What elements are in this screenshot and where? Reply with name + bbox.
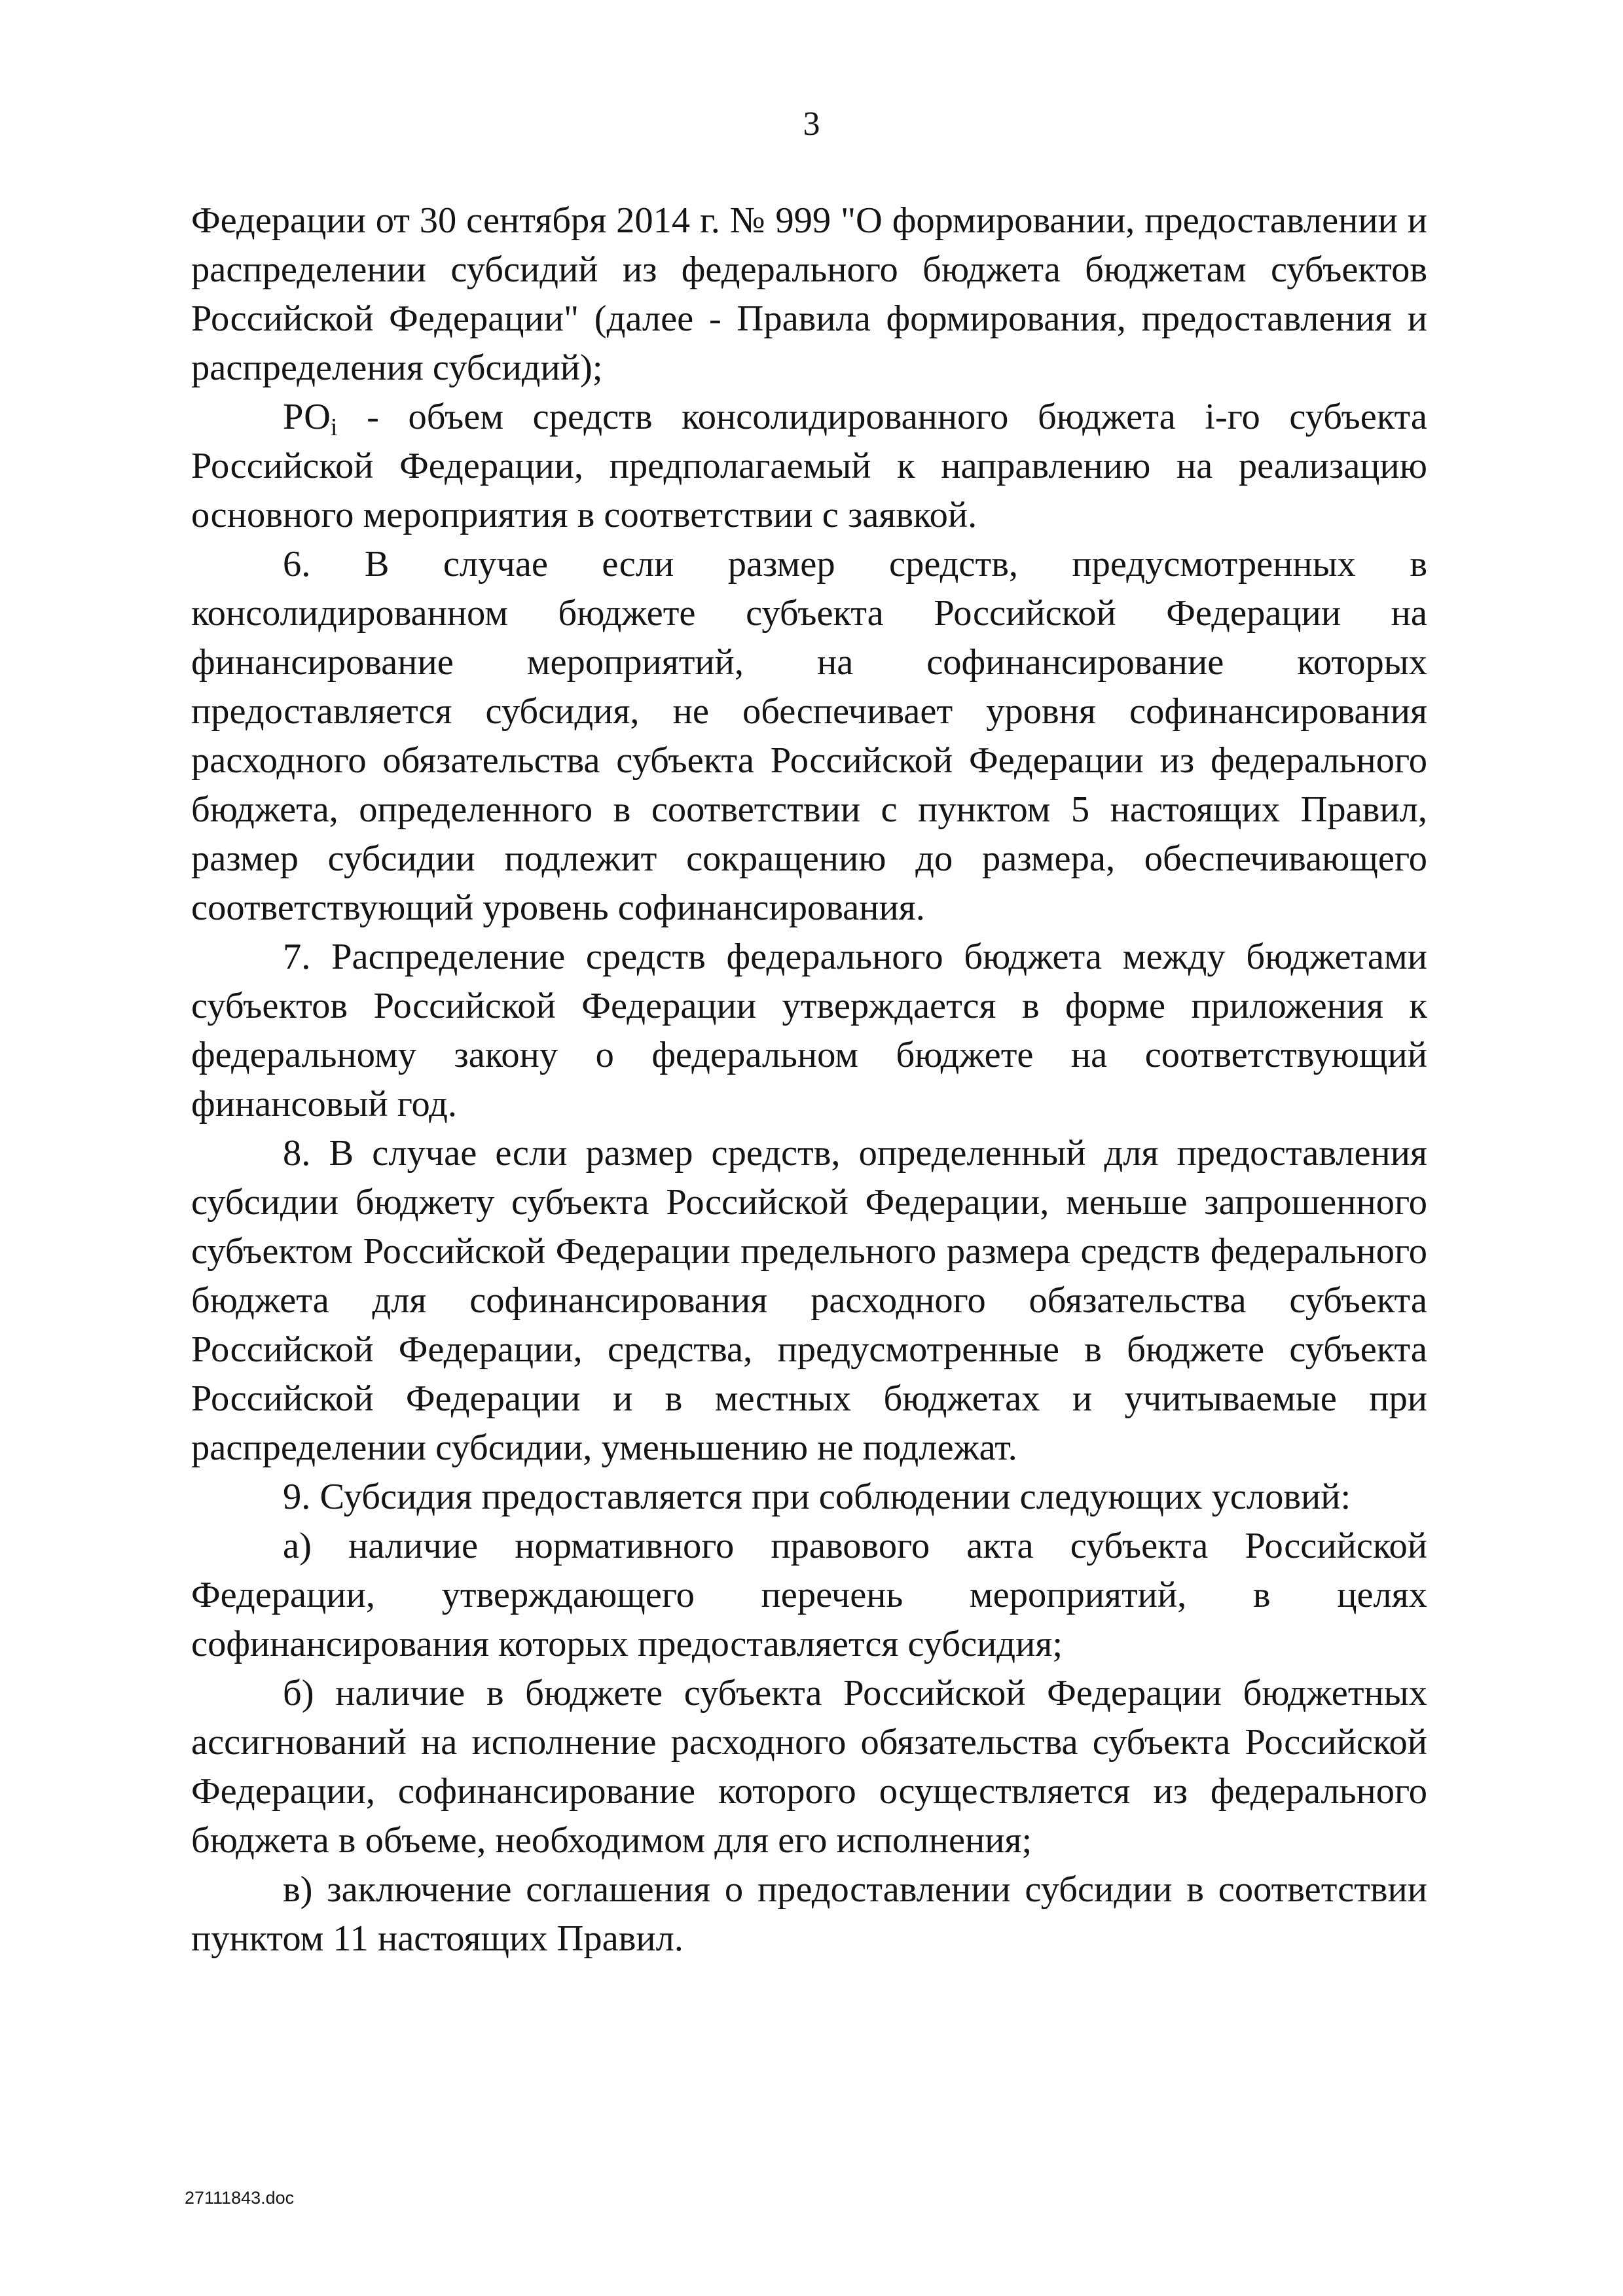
page-number: 3 (803, 105, 820, 143)
definition-text: - объем средств консолидированного бюджета i-го субъекта Российской Федерации, предполагаемый к направлению на реализацию основного мероприятия в соответствии с заявкой. (191, 397, 1427, 535)
paragraph-condition-b: б) наличие в бюджете субъекта Российской Федерации бюджетных ассигнований на исполнение расходного обязательства субъекта Российской Федерации, софинансирование которого осуществляется из федерального бюджета в объеме, необходимом для его исполнения; (191, 1673, 1427, 1861)
paragraph-continuation: Федерации от 30 сентября 2014 г. № 999 "О формировании, предоставлении и распределении субсидий из федерального бюджета бюджетам субъектов Российской Федерации" (далее - Правила формирования, предоставления и распределения субсидий); (191, 200, 1427, 388)
paragraph-condition-a: а) наличие нормативного правового акта субъекта Российской Федерации, утверждающего перечень мероприятий, в целях софинансирования которых предоставляется субсидия; (191, 1526, 1427, 1664)
paragraph-definition-po (191, 393, 1427, 540)
document-body (191, 196, 1427, 1964)
document-file-code: 27111843.doc (185, 2188, 295, 2208)
paragraph-clause-9: 9. Субсидия предоставляется при соблюдении следующих условий: (283, 1477, 1351, 1517)
paragraph-clause-8: 8. В случае если размер средств, определенный для предоставления субсидии бюджету субъекта Российской Федерации, меньше запрошенного субъектом Российской Федерации предельного размера средств федерального бюджета для софинансирования расходного обязательства субъекта Российской Федерации, средства, предусмотренные в бюджете субъекта Российской Федерации и в местных бюджетах и учитываемые при распределении субсидии, уменьшению не подлежат. (191, 1133, 1427, 1468)
paragraph-condition-v: в) заключение соглашения о предоставлении субсидии в соответствии пунктом 11 настоящих Правил. (191, 1869, 1427, 1959)
formula-subscript: i (330, 414, 338, 441)
formula-symbol: РО (283, 397, 331, 437)
paragraph-clause-6: 6. В случае если размер средств, предусмотренных в консолидированном бюджете субъекта Российской Федерации на финансирование мероприятий, на софинансирование которых предоставляется субсидия, не обеспечивает уровня софинансирования расходного обязательства субъекта Российской Федерации из федерального бюджета, определенного в соответствии с пунктом 5 настоящих Правил, размер субсидии подлежит сокращению до размера, обеспечивающего соответствующий уровень софинансирования. (191, 544, 1427, 928)
paragraph-clause-7: 7. Распределение средств федерального бюджета между бюджетами субъектов Российской Федерации утверждается в форме приложения к федеральному закону о федеральном бюджете на соответствующий финансовый год. (191, 937, 1427, 1124)
